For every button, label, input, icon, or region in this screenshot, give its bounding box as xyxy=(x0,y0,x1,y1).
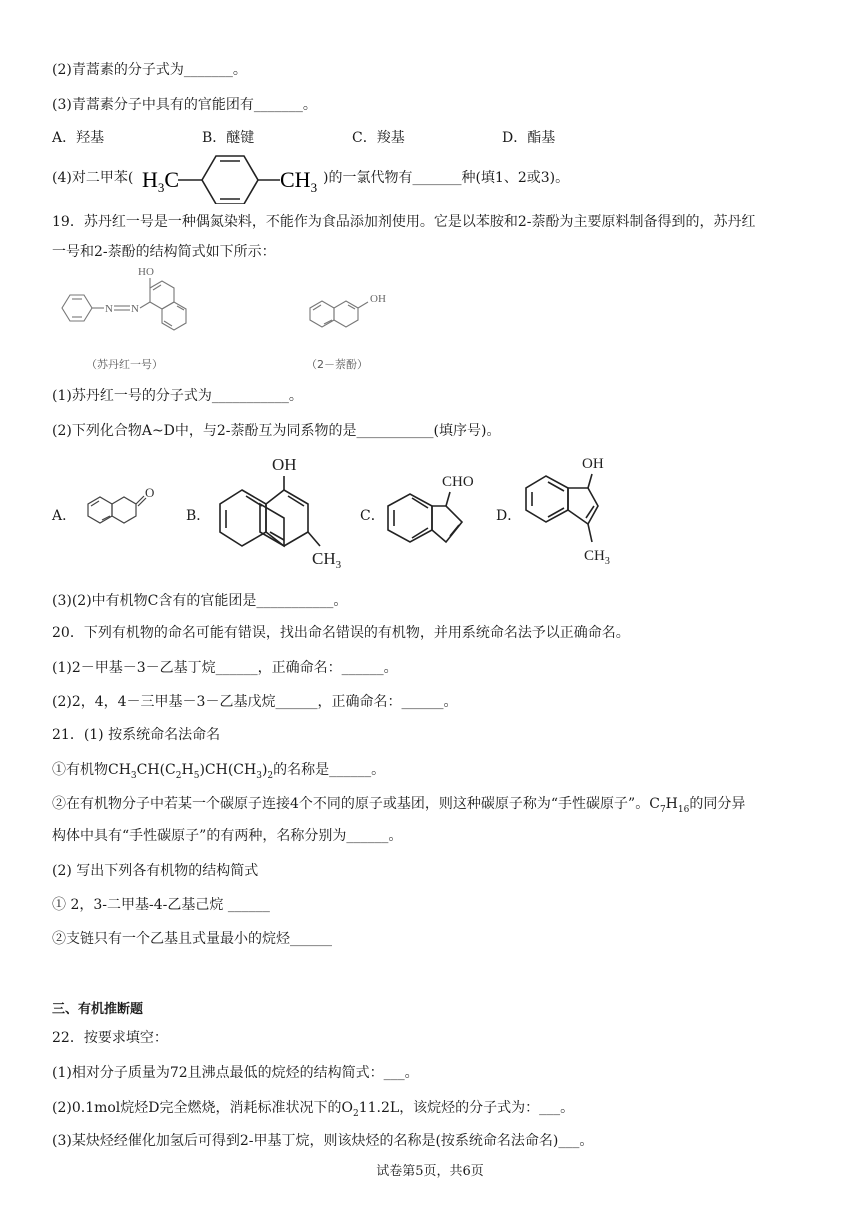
option-c-cho-label: CHO xyxy=(442,474,474,490)
q19-3-text: (3)(2)中有机物C含有的官能团是___________。 xyxy=(52,593,348,609)
q18-3-option-a: A．羟基 xyxy=(52,130,105,146)
option-d-oh-label: OH xyxy=(582,456,604,472)
h3c-label: $H_3C$ xyxy=(142,167,180,195)
option-d-structure xyxy=(522,448,632,573)
q21-2-text-line2: 构体中具有“手性碳原子”的有两种，名称分别为______。 xyxy=(52,828,403,844)
q18-3-option-d: D．酯基 xyxy=(502,130,556,146)
q19-option-a-label: A． xyxy=(52,508,77,524)
q21-text: 21．(1) 按系统命名法命名 xyxy=(52,727,221,743)
q19-option-b-label: B． xyxy=(186,508,211,524)
naphthol-structure xyxy=(304,290,404,350)
q20-1-text: (1)2－甲基－3－乙基丁烷______，正确命名：______。 xyxy=(52,660,398,676)
q18-3-option-c: C．羧基 xyxy=(352,130,405,146)
page-footer: 试卷第5页，共6页 xyxy=(376,1164,484,1179)
sudan-ho-label: HO xyxy=(138,266,154,278)
q21-part2-item2: ②支链只有一个乙基且式量最小的烷烃______ xyxy=(52,931,332,947)
option-b-ch3-label: $CH_3$ xyxy=(312,549,342,571)
q18-4-suffix: )的一氯代物有_______种(填1、2或3)。 xyxy=(323,170,570,186)
option-a-structure xyxy=(84,482,164,542)
option-d-ch3-label: $CH_3$ xyxy=(584,548,610,567)
benzene-ring xyxy=(202,156,258,204)
ch3-label: $CH_3$ xyxy=(280,167,318,195)
q18-3-text: (3)青蒿素分子中具有的官能团有_______。 xyxy=(52,97,317,113)
q21-part2-item1: ① 2，3-二甲基-4-乙基己烷 ______ xyxy=(52,897,270,913)
q19-option-c-label: C． xyxy=(360,508,385,524)
q22-text: 22．按要求填空： xyxy=(52,1030,168,1046)
option-a-o-label: O xyxy=(145,485,155,500)
naphthol-oh-label: OH xyxy=(370,293,386,305)
section-3-heading: 三、有机推断题 xyxy=(52,1002,144,1017)
q21-2-text-line1: ②在有机物分子中若某一个碳原子连接4个不同的原子或基团，则这种碳原子称为“手性碳原子”。$C_7H_{16}$的同分异 xyxy=(52,796,746,815)
q20-2-text: (2)2，4，4－三甲基－3－乙基戊烷______，正确命名：______。 xyxy=(52,694,458,710)
q18-4-text xyxy=(52,168,133,188)
q22-2-text: (2)0.1mol烷烃D完全燃烧，消耗标准状况下的$O_211.2L$，该烷烃的分子式为：___。 xyxy=(52,1100,575,1119)
q20-text: 20．下列有机物的命名可能有错误，找出命名错误的有机物，并用系统命名法予以正确命名。 xyxy=(52,625,630,641)
sudan-red-caption: （苏丹红一号） xyxy=(86,358,163,371)
azo-n1-label: N xyxy=(105,303,113,315)
q21-part2-text: (2) 写出下列各有机物的结构简式 xyxy=(52,863,259,879)
q19-intro-line1: 19．苏丹红一号是一种偶氮染料，不能作为食品添加剂使用。它是以苯胺和2-萘酚为主要原料制备得到的，苏丹红 xyxy=(52,214,756,230)
q19-option-d-label: D． xyxy=(496,508,522,524)
q22-3-text: (3)某炔烃经催化加氢后可得到2-甲基丁烷，则该炔烃的名称是(按系统命名法命名)___。 xyxy=(52,1133,594,1149)
para-xylene-structure xyxy=(140,152,322,204)
q19-2-text: (2)下列化合物A~D中，与2-萘酚互为同系物的是___________(填序号)。 xyxy=(52,423,501,439)
q19-intro-line2: 一号和2-萘酚的结构简式如下所示： xyxy=(52,244,276,260)
q19-1-text: (1)苏丹红一号的分子式为___________。 xyxy=(52,388,303,404)
option-c-structure xyxy=(384,466,494,561)
sudan-red-structure xyxy=(56,262,206,352)
q22-1-text: (1)相对分子质量为72且沸点最低的烷烃的结构简式：___。 xyxy=(52,1065,419,1081)
q18-2-text: (2)青蒿素的分子式为_______。 xyxy=(52,62,247,78)
azo-n2-label: N xyxy=(131,303,139,315)
q18-3-option-b: B．醚键 xyxy=(202,130,255,146)
option-b-oh-label: OH xyxy=(272,455,297,474)
naphthol-caption: （2－萘酚） xyxy=(306,358,368,371)
q18-4-prefix: (4)对二甲苯( xyxy=(52,170,134,186)
q21-1-text: ①有机物$CH_3CH(C_2H_5)CH(CH_3)_2$的名称是______。 xyxy=(52,762,386,781)
option-b-structure xyxy=(214,448,354,573)
